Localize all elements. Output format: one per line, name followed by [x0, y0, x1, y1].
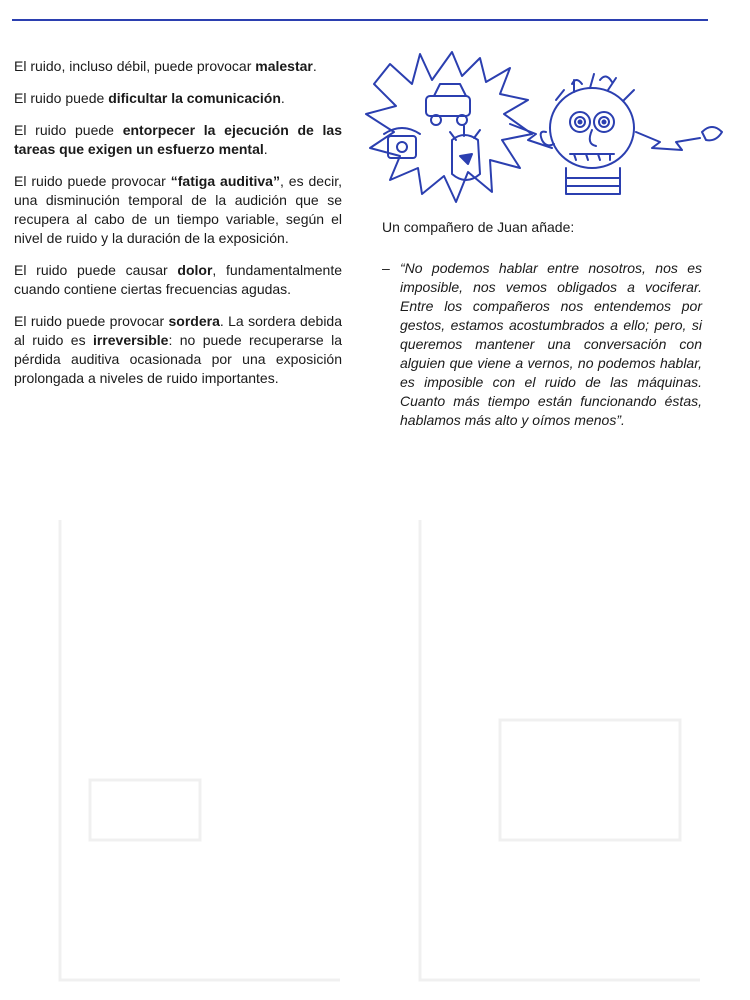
stressed-man-icon — [541, 74, 634, 194]
show-through-background — [0, 460, 750, 1000]
shouting-person-icon — [450, 126, 480, 180]
paragraph-comunicacion: El ruido puede dificultar la comunicación. — [14, 90, 285, 106]
paragraph-sordera: El ruido puede provocar sordera. La sordera debida al ruido es irreversible: no puede recuperarse la pérdida auditiva ocasionada por una exposición prolongada a niveles de ruido importantes. — [14, 313, 342, 386]
noise-burst-outline — [366, 52, 532, 202]
quote-item — [382, 259, 710, 430]
paragraph-dolor: El ruido puede causar dolor, fundamentalmente cuando contiene ciertas frecuencias agudas. — [14, 262, 342, 297]
paragraph-esfuerzo-mental: El ruido puede entorpecer la ejecución de las tareas que exigen un esfuerzo mental. — [14, 122, 342, 157]
list-dash: – — [382, 260, 390, 276]
companion-intro: Un compañero de Juan añade: — [382, 219, 575, 235]
car-icon — [426, 84, 470, 125]
top-rule — [12, 19, 708, 21]
left-column — [14, 57, 342, 401]
noise-cartoon-illustration — [360, 44, 740, 216]
small-scribble-icon — [702, 127, 722, 140]
paragraph-malestar: El ruido, incluso débil, puede provocar malestar. — [14, 58, 317, 74]
sound-zigzag — [636, 132, 700, 150]
worker-quote: “No podemos hablar entre nosotros, nos es imposible, nos vemos obligados a vociferar. Entre los compañeros nos entendemos por gestos, estamos acostumbrados a ello; pero, si queremos mantener una conversación con alguien que viene a vernos, no podemos hablar, es imposible con el ruido de las máquinas. Cuanto más tiempo están funcionando éstas, hablamos más alto y oímos menos”. — [400, 260, 702, 428]
paragraph-fatiga-auditiva: El ruido puede provocar “fatiga auditiva”, es decir, una disminución temporal de la audición que se recupera al cabo de un tiempo variable, según el nivel de ruido y la duración de la exposición. — [14, 173, 342, 246]
right-column — [382, 218, 710, 430]
